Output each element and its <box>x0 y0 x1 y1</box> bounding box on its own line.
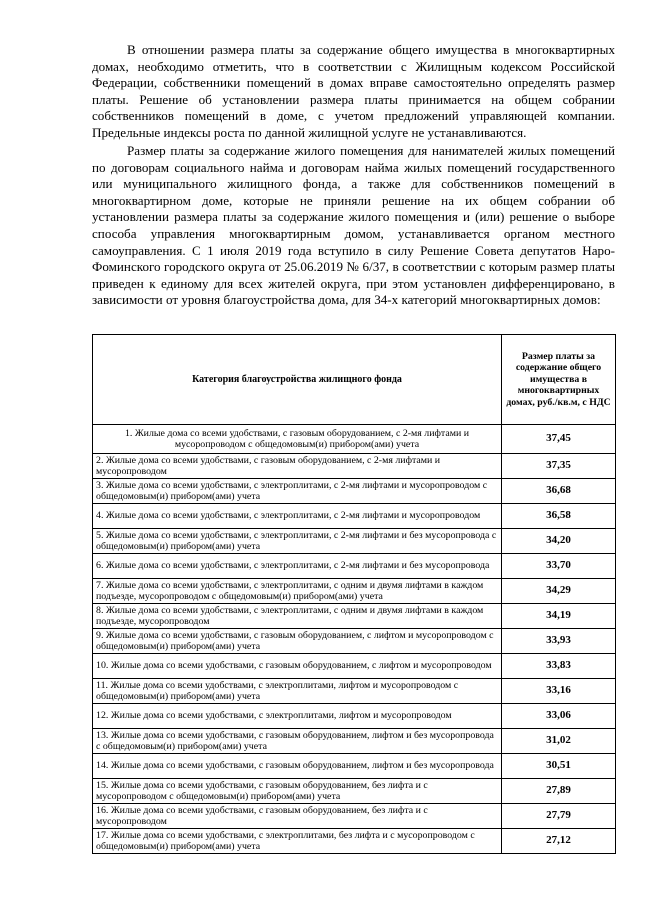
row-price: 33,16 <box>502 679 616 704</box>
table-header-row <box>93 335 616 425</box>
table-row <box>93 679 616 704</box>
row-price: 34,19 <box>502 604 616 629</box>
row-category: 7. Жилые дома со всеми удобствами, с электроплитами, с одним и двумя лифтами в каждом подъезде, мусоропроводом с общедомовым(и) прибором(ами) учета <box>93 579 502 604</box>
row-category: 4. Жилые дома со всеми удобствами, с электроплитами, с 2-мя лифтами и мусоропроводом <box>93 504 502 529</box>
paragraph-housing-fee: Размер платы за содержание жилого помещения для нанимателей жилых помещений по договорам социального найма и договорам найма жилых помещений государственного или муниципального жилищного фонда, а также для собственников помещений в многоквартирном доме, которые не приняли решение на их общем собрании об установлении размера платы за содержание жилого помещения и (или) решение о выборе способа управления многоквартирным домом, устанавливается органом местного самоуправления. С 1 июля 2019 года вступило в силу Решение Совета депутатов Наро-Фоминского городского округа от 25.06.2019 № 6/37, в соответствии с которым размер платы приведен к единому для всех жителей округа, при этом установлен дифференцировано, в зависимости от уровня благоустройства дома, для 34-х категорий многоквартирных домов: <box>92 143 615 308</box>
table-row <box>93 454 616 479</box>
row-price: 37,45 <box>502 425 616 454</box>
row-price: 36,58 <box>502 504 616 529</box>
row-price: 33,70 <box>502 554 616 579</box>
row-price: 31,02 <box>502 729 616 754</box>
table-row <box>93 604 616 629</box>
row-category: 5. Жилые дома со всеми удобствами, с электроплитами, с 2-мя лифтами и без мусоропровода с общедомовым(и) прибором(ами) учета <box>93 529 502 554</box>
paragraph-common-property-fee: В отношении размера платы за содержание общего имущества в многоквартирных домах, необходимо отметить, что в соответствии с Жилищным кодексом Российской Федерации, собственники помещений в домах вправе самостоятельно определять размер платы. Решение об установлении размера платы принимается на общем собрании собственников помещений в доме, с учетом предложений управляющей компании. Предельные индексы роста по данной жилищной услуге не устанавливаются. <box>92 42 615 140</box>
table-row <box>93 729 616 754</box>
row-price: 27,89 <box>502 779 616 804</box>
row-category: 15. Жилые дома со всеми удобствами, с газовым оборудованием, без лифта и с мусоропроводом с общедомовым(и) прибором(ами) учета <box>93 779 502 804</box>
table-row <box>93 779 616 804</box>
table-row <box>93 754 616 779</box>
row-category: 2. Жилые дома со всеми удобствами, с газовым оборудованием, с 2-мя лифтами и мусоропроводом <box>93 454 502 479</box>
table-body <box>93 425 616 854</box>
table-row <box>93 829 616 854</box>
row-price: 33,83 <box>502 654 616 679</box>
row-price: 34,29 <box>502 579 616 604</box>
row-price: 37,35 <box>502 454 616 479</box>
row-category: 17. Жилые дома со всеми удобствами, с электроплитами, без лифта и с мусоропроводом с общедомовым(и) прибором(ами) учета <box>93 829 502 854</box>
row-category: 8. Жилые дома со всеми удобствами, с электроплитами, с одним и двумя лифтами в каждом подъезде, мусоропроводом <box>93 604 502 629</box>
table-row <box>93 704 616 729</box>
row-category: 11. Жилые дома со всеми удобствами, с электроплитами, лифтом и мусоропроводом с общедомовым(и) прибором(ами) учета <box>93 679 502 704</box>
table-row <box>93 425 616 454</box>
row-category: 13. Жилые дома со всеми удобствами, с газовым оборудованием, лифтом и без мусоропровода с общедомовым(и) прибором(ами) учета <box>93 729 502 754</box>
row-price: 33,06 <box>502 704 616 729</box>
table-row <box>93 479 616 504</box>
header-price: Размер платы за содержание общего имущества в многоквартирных домах, руб./кв.м, с НДС <box>502 335 616 425</box>
row-category: 12. Жилые дома со всеми удобствами, с электроплитами, лифтом и мусоропроводом <box>93 704 502 729</box>
table-row <box>93 504 616 529</box>
table-row <box>93 629 616 654</box>
table-row <box>93 529 616 554</box>
row-price: 27,79 <box>502 804 616 829</box>
row-category: 1. Жилые дома со всеми удобствами, с газовым оборудованием, с 2-мя лифтами и мусоропроводом с общедомовым(и) прибором(ами) учета <box>93 425 502 454</box>
row-category: 9. Жилые дома со всеми удобствами, с газовым оборудованием, с лифтом и мусоропроводом с общедомовым(и) прибором(ами) учета <box>93 629 502 654</box>
fee-table <box>92 334 616 854</box>
header-category: Категория благоустройства жилищного фонда <box>93 335 502 425</box>
row-price: 27,12 <box>502 829 616 854</box>
table-row <box>93 579 616 604</box>
row-category: 3. Жилые дома со всеми удобствами, с электроплитами, с 2-мя лифтами и мусоропроводом с общедомовым(и) прибором(ами) учета <box>93 479 502 504</box>
row-category: 6. Жилые дома со всеми удобствами, с электроплитами, с 2-мя лифтами и без мусоропровода <box>93 554 502 579</box>
table-row <box>93 654 616 679</box>
row-category: 14. Жилые дома со всеми удобствами, с газовым оборудованием, лифтом и без мусоропровода <box>93 754 502 779</box>
row-price: 33,93 <box>502 629 616 654</box>
table-row <box>93 554 616 579</box>
row-category: 16. Жилые дома со всеми удобствами, с газовым оборудованием, без лифта и с мусоропроводом <box>93 804 502 829</box>
row-price: 36,68 <box>502 479 616 504</box>
row-price: 34,20 <box>502 529 616 554</box>
row-category: 10. Жилые дома со всеми удобствами, с газовым оборудованием, с лифтом и мусоропроводом <box>93 654 502 679</box>
table-row <box>93 804 616 829</box>
row-price: 30,51 <box>502 754 616 779</box>
